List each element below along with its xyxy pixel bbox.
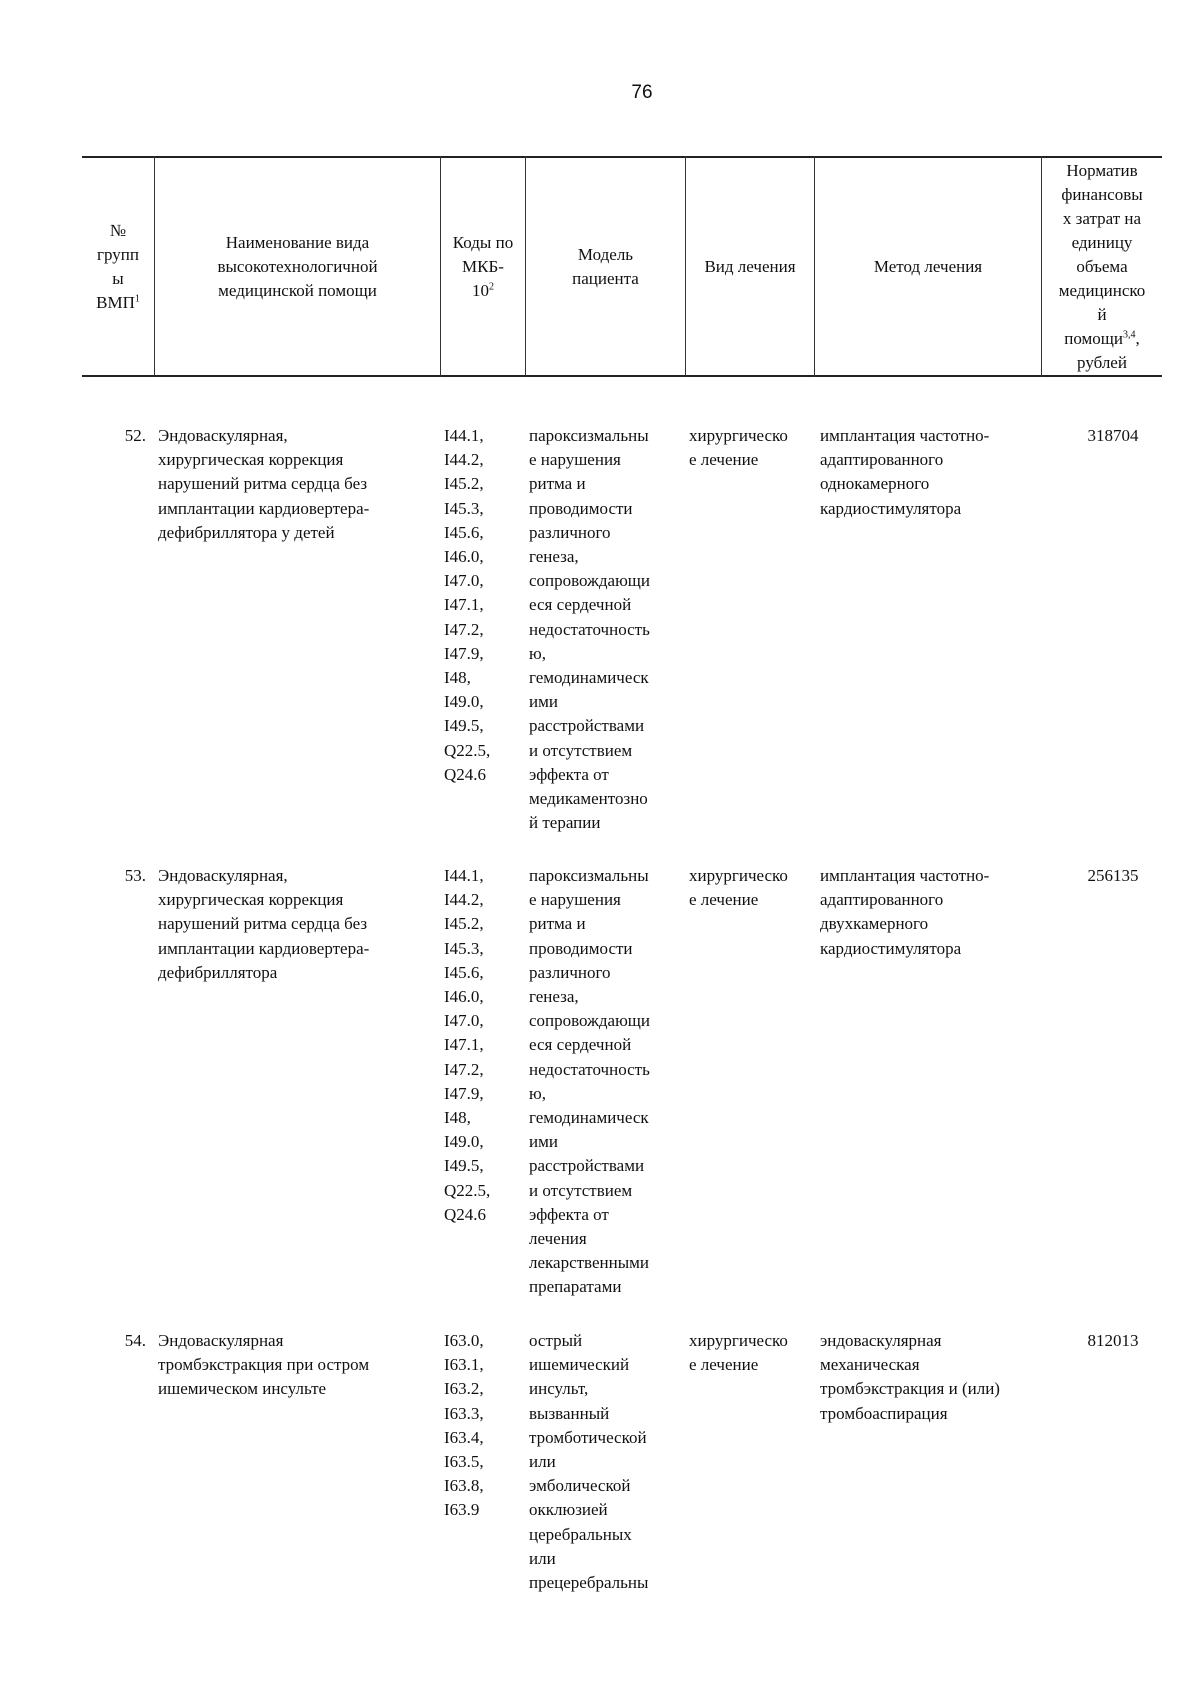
footnote-ref: 1 — [134, 292, 140, 304]
icd-codes: I63.0, I63.1, I63.2, I63.3, I63.4, I63.5, I63.8, I63.9 — [444, 1331, 484, 1520]
page-number: 76 — [631, 82, 653, 103]
treatment-method: эндоваскулярная механическая тромбэкстракция и (или) тромбоаспирация — [820, 1331, 1000, 1423]
header-cost-standard — [1042, 156, 1162, 377]
header-icd-codes — [441, 156, 525, 377]
footnote-ref: 2 — [488, 280, 494, 292]
header-treatment-type — [686, 156, 814, 377]
treatment-method: имплантация частотно- адаптированного двухкамерного кардиостимулятора — [820, 866, 990, 958]
cost-standard: 318704 — [1087, 426, 1139, 445]
cost-standard: 812013 — [1087, 1331, 1139, 1350]
header-icd-codes-text: Коды по МКБ- 10 — [452, 232, 514, 300]
icd-codes: I44.1, I44.2, I45.2, I45.3, I45.6, I46.0, I47.0, I47.1, I47.2, I47.9, I48, I49.0, I49.5, Q22.5, Q24.6 — [444, 426, 491, 784]
treatment-method: имплантация частотно- адаптированного однокамерного кардиостимулятора — [820, 426, 990, 518]
header-care-type-text: Наименование вида высокотехнологичной медицинской помощи — [217, 232, 378, 300]
row-number: 52. — [124, 426, 146, 445]
patient-model: пароксизмальны е нарушения ритма и проводимости различного генеза, сопровождающи еся сердечной недостаточность ю, гемодинамическ ими расстройствами и отсутствием эффекта от лечения лекарственными препаратами — [529, 866, 650, 1297]
header-care-type — [155, 156, 440, 377]
footnote-ref: 3,4 — [1122, 328, 1136, 340]
row-number: 53. — [124, 866, 146, 885]
treatment-type: хирургическо е лечение — [689, 1331, 788, 1375]
care-type-name: Эндоваскулярная тромбэкстракция при остром ишемическом инсульте — [158, 1331, 370, 1399]
header-group-number — [82, 156, 154, 377]
header-treatment-method — [815, 156, 1041, 377]
cost-standard: 256135 — [1087, 866, 1139, 885]
header-treatment-method-text: Метод лечения — [873, 256, 983, 276]
header-group-number-text: № групп ы ВМП — [96, 220, 139, 312]
header-cost-standard-text: Норматив финансовы х затрат на единицу объема медицинско й помощи — [1058, 160, 1146, 348]
header-cost-standard-tail: , рублей — [1077, 328, 1140, 372]
table-header — [82, 156, 1162, 377]
care-type-name: Эндоваскулярная, хирургическая коррекция нарушений ритма сердца без имплантации кардиовертера- дефибриллятора у детей — [158, 426, 370, 542]
patient-model: острый ишемический инсульт, вызванный тромботической или эмболической окклюзией церебральных или прецеребральны — [529, 1331, 649, 1593]
header-patient-model-text: Модель пациента — [572, 244, 639, 288]
row-number: 54. — [124, 1331, 146, 1350]
header-treatment-type-text: Вид лечения — [704, 256, 796, 276]
treatment-type: хирургическо е лечение — [689, 426, 788, 470]
care-type-name: Эндоваскулярная, хирургическая коррекция нарушений ритма сердца без имплантации кардиовертера- дефибриллятора — [158, 866, 370, 982]
patient-model: пароксизмальны е нарушения ритма и проводимости различного генеза, сопровождающи еся сердечной недостаточность ю, гемодинамическ ими расстройствами и отсутствием эффекта от медикаментозно й терапии — [529, 426, 650, 833]
icd-codes: I44.1, I44.2, I45.2, I45.3, I45.6, I46.0, I47.0, I47.1, I47.2, I47.9, I48, I49.0, I49.5, Q22.5, Q24.6 — [444, 866, 491, 1224]
header-patient-model — [526, 156, 685, 377]
treatment-type: хирургическо е лечение — [689, 866, 788, 910]
